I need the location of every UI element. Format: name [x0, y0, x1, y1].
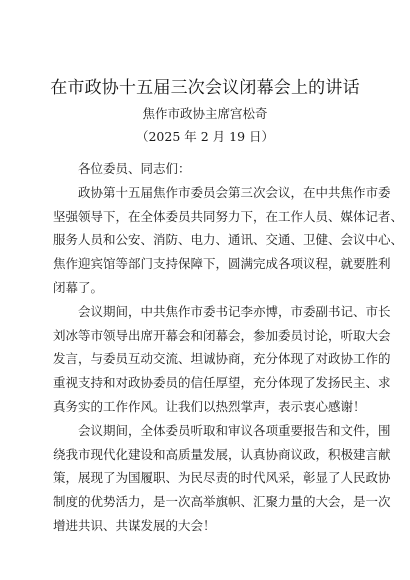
paragraph-line: 焦作迎宾馆等部门支持保障下，圆满完成各项议程，就要胜利	[53, 256, 391, 272]
paragraph-line: 制度的优势活力，是一次高举旗帜、汇聚力量的大会，是一次	[53, 494, 391, 510]
paragraph-line: 绕我市现代化建设和高质量发展，认真协商议政，积极建言献	[53, 446, 391, 462]
paragraph-line: 真务实的工作作风。让我们以热烈掌声，表示衷心感谢！	[53, 398, 366, 414]
paragraph-line: 增进共识、共谋发展的大会！	[53, 517, 216, 533]
paragraph-line: 会议期间，全体委员听取和审议各项重要报告和文件，围	[78, 422, 391, 438]
paragraph-line: 服务人员和公安、消防、电力、通讯、交通、卫健、会议中心、	[53, 232, 404, 248]
paragraph-line: 政协第十五届焦作市委员会第三次会议，在中共焦作市委	[78, 184, 391, 200]
paragraph-line: 发言，与委员互动交流、坦诚协商，充分体现了对政协工作的	[53, 351, 391, 367]
paragraph-line: 重视支持和对政协委员的信任厚望，充分体现了发扬民主、求	[53, 375, 391, 391]
document-title: 在市政协十五届三次会议闭幕会上的讲话	[50, 78, 360, 98]
paragraph-line: 闭幕了。	[53, 279, 104, 295]
paragraph-line: 刘冰等市领导出席开幕会和闭幕会，参加委员讨论，听取大会	[53, 327, 391, 343]
document-body	[53, 157, 404, 538]
salutation: 各位委员、同志们：	[78, 161, 191, 176]
paragraph-3	[53, 419, 391, 538]
document-date: （2025 年 2 月 19 日）	[135, 129, 275, 144]
paragraph-line: 策，展现了为国履职、为民尽责的时代风采，彰显了人民政协	[53, 470, 391, 486]
paragraph-1	[53, 181, 404, 300]
paragraph-line: 会议期间，中共焦作市委书记李亦博，市委副书记、市长	[78, 303, 391, 319]
document-author: 焦作市政协主席宫松奇	[142, 106, 268, 121]
paragraph-line: 坚强领导下，在全体委员共同努力下，在工作人员、媒体记者、	[53, 208, 404, 224]
paragraph-2	[53, 300, 391, 419]
